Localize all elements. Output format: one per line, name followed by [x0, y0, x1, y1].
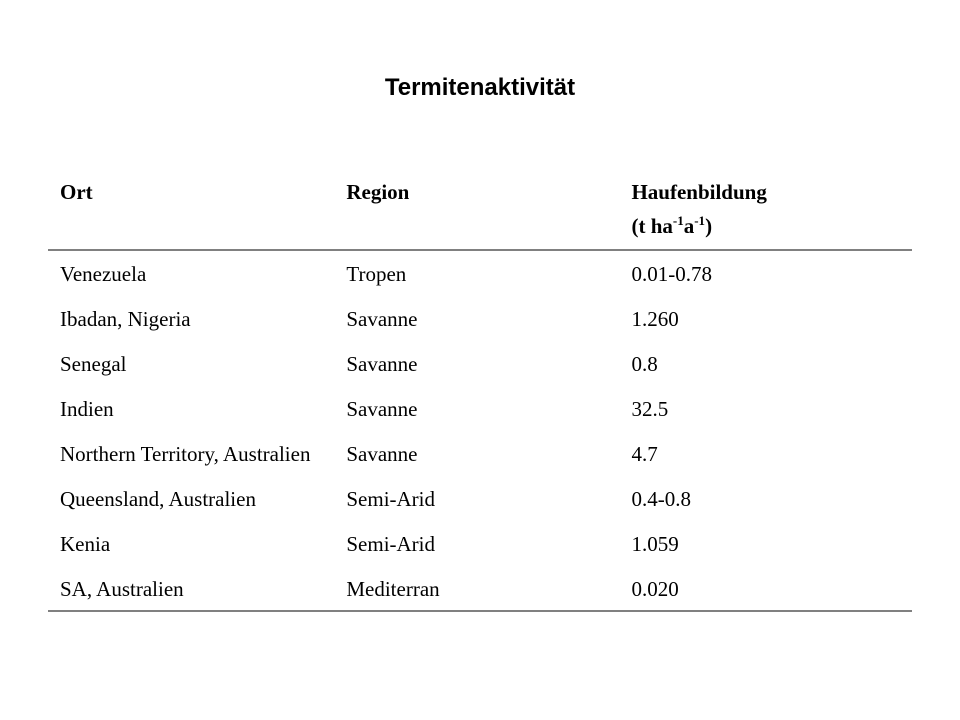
- cell-haufenbildung: 0.4-0.8: [631, 487, 691, 511]
- slide-title: Termitenaktivität: [384, 74, 576, 101]
- column-header-unit: [631, 209, 904, 243]
- cell-region: Mediterran: [334, 572, 619, 611]
- table-header-row: [48, 170, 912, 250]
- cell-ort: SA, Australien: [48, 572, 334, 611]
- table-row: [48, 250, 912, 302]
- cell-region: Savanne: [346, 442, 418, 466]
- cell-haufenbildung: 1.059: [631, 532, 679, 556]
- cell-haufenbildung: 0.020: [619, 572, 912, 611]
- unit-prefix: (t ha: [631, 214, 673, 238]
- cell-ort: Ibadan, Nigeria: [60, 307, 191, 331]
- cell-haufenbildung: 1.260: [631, 307, 679, 331]
- cell-region: Semi-Arid: [346, 487, 436, 511]
- unit-mid: a: [683, 214, 695, 238]
- column-header-haufenbildung: [619, 170, 912, 250]
- column-header-haufenbildung-label: Haufenbildung: [631, 180, 767, 204]
- table-row: [48, 482, 912, 527]
- cell-ort: Kenia: [60, 532, 111, 556]
- termite-activity-table: [48, 170, 912, 612]
- cell-haufenbildung: 32.5: [631, 397, 669, 421]
- cell-region: Savanne: [346, 397, 418, 421]
- cell-ort: Northern Territory, Australien: [60, 442, 311, 466]
- cell-haufenbildung: 0.8: [631, 352, 658, 376]
- table-row: [48, 347, 912, 392]
- cell-ort: Venezuela: [60, 262, 147, 286]
- unit-exponent-ha: -1: [672, 213, 684, 228]
- table-row: [48, 527, 912, 572]
- cell-region: Semi-Arid: [346, 532, 436, 556]
- cell-region: Savanne: [346, 307, 418, 331]
- table-row: [48, 302, 912, 347]
- cell-ort: Indien: [60, 397, 114, 421]
- cell-haufenbildung: 4.7: [631, 442, 658, 466]
- unit-suffix: ): [705, 214, 713, 238]
- column-header-region: Region: [334, 170, 619, 250]
- cell-region: Savanne: [346, 352, 418, 376]
- column-header-ort: Ort: [48, 170, 334, 250]
- cell-ort: Senegal: [60, 352, 127, 376]
- cell-haufenbildung: 0.01-0.78: [631, 262, 712, 286]
- table-row: [48, 392, 912, 437]
- cell-region: Tropen: [346, 262, 407, 286]
- table-row: [48, 572, 912, 611]
- unit-exponent-a: -1: [694, 213, 706, 228]
- cell-ort: Queensland, Australien: [60, 487, 256, 511]
- table-row: [48, 437, 912, 482]
